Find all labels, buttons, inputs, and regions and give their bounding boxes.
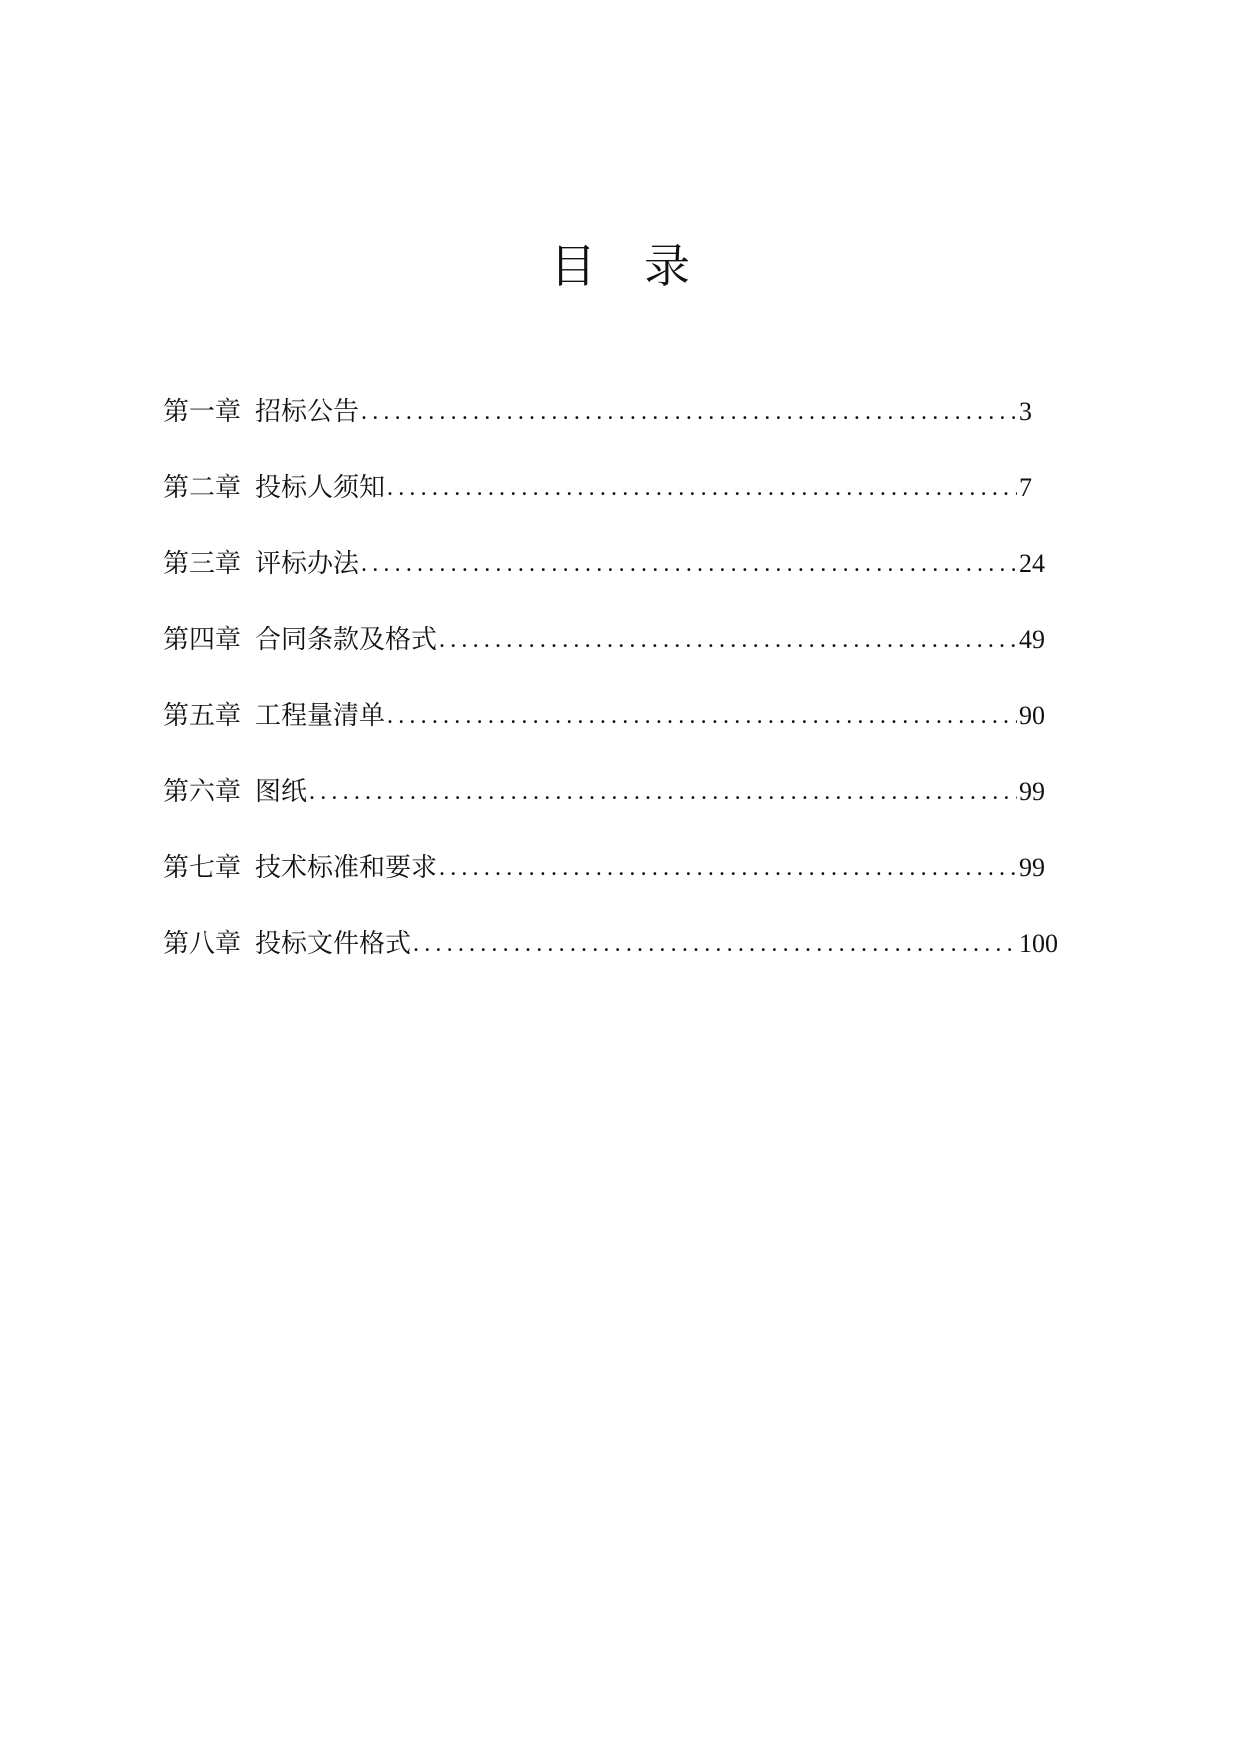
toc-entry-3[interactable]	[163, 544, 1063, 620]
toc-entry-6[interactable]	[163, 772, 1063, 848]
toc-chapter-title: 图纸	[255, 777, 308, 807]
page-title: 目录	[550, 239, 738, 293]
toc-page-number: 99	[1019, 853, 1045, 882]
toc-chapter-title: 投标文件格式	[255, 929, 412, 959]
toc-page-number: 7	[1019, 473, 1032, 502]
table-of-contents	[163, 392, 1063, 1000]
toc-page-number: 24	[1019, 549, 1045, 578]
toc-entry-7[interactable]	[163, 848, 1063, 924]
toc-dot-leader	[307, 772, 1017, 812]
toc-dot-leader	[411, 924, 1017, 964]
toc-chapter-title: 评标办法	[255, 549, 360, 579]
toc-chapter-title: 合同条款及格式	[255, 625, 438, 655]
toc-chapter-number: 第五章	[163, 701, 242, 731]
toc-entry-4[interactable]	[163, 620, 1063, 696]
toc-chapter-title: 技术标准和要求	[255, 853, 438, 883]
toc-chapter-number: 第六章	[163, 777, 242, 807]
toc-chapter-number: 第三章	[163, 549, 242, 579]
toc-chapter-number: 第二章	[163, 473, 242, 503]
toc-entry-1[interactable]	[163, 392, 1063, 468]
toc-chapter-title: 投标人须知	[255, 473, 386, 503]
toc-chapter-title: 工程量清单	[255, 701, 386, 731]
toc-dot-leader	[385, 468, 1017, 508]
toc-page-number: 3	[1019, 397, 1032, 426]
toc-chapter-number: 第一章	[163, 397, 242, 427]
toc-page-number: 99	[1019, 777, 1045, 806]
toc-chapter-number: 第七章	[163, 853, 242, 883]
toc-entry-5[interactable]	[163, 696, 1063, 772]
toc-page-number: 90	[1019, 701, 1045, 730]
toc-chapter-title: 招标公告	[255, 397, 360, 427]
toc-dot-leader	[437, 620, 1017, 660]
toc-dot-leader	[359, 544, 1017, 584]
toc-chapter-number: 第四章	[163, 625, 242, 655]
toc-chapter-number: 第八章	[163, 929, 242, 959]
toc-dot-leader	[359, 392, 1017, 432]
toc-page-number: 49	[1019, 625, 1045, 654]
toc-page-number: 100	[1019, 929, 1058, 958]
toc-dot-leader	[437, 848, 1017, 888]
toc-entry-2[interactable]	[163, 468, 1063, 544]
toc-entry-8[interactable]	[163, 924, 1063, 1000]
toc-dot-leader	[385, 696, 1017, 736]
